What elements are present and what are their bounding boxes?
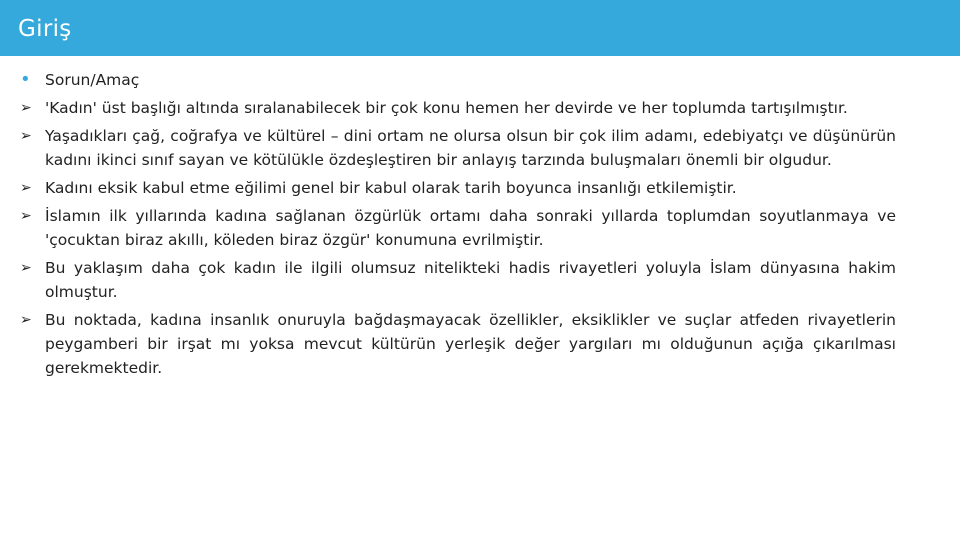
list-item-text: Bu yaklaşım daha çok kadın ile ilgili olumsuz nitelikteki hadis rivayetleri yoluyla İslam dünyasına hakim olmuştur. (45, 259, 896, 301)
list-item-text: Bu noktada, kadına insanlık onuruyla bağdaşmayacak özellikler, eksiklikler ve suçlar atfeden rivayetlerin peygamberi bir irşat mı yoksa mevcut kültürün yerleşik değer yargıları mı olduğunun açığa çıkarılması gerekmektedir. (45, 311, 896, 377)
slide-title-bar (0, 0, 960, 56)
list-item-text: Kadını eksik kabul etme eğilimi genel bir kabul olarak tarih boyunca insanlığı etkilemiştir. (45, 179, 737, 197)
list-item-text: Sorun/Amaç (45, 71, 140, 89)
bullet-list (20, 68, 896, 380)
list-item (20, 204, 896, 252)
arrow-bullet-icon: ➢ (20, 128, 32, 144)
list-item-text: İslamın ilk yıllarında kadına sağlanan özgürlük ortamı daha sonraki yıllarda toplumdan soyutlanmaya ve 'çocuktan biraz akıllı, köleden biraz özgür' konumuna evrilmiştir. (45, 207, 896, 249)
arrow-bullet-icon: ➢ (20, 180, 32, 196)
arrow-bullet-icon: ➢ (20, 208, 32, 224)
arrow-bullet-icon: ➢ (20, 100, 32, 116)
list-item-text: Yaşadıkları çağ, coğrafya ve kültürel – dini ortam ne olursa olsun bir çok ilim adamı, edebiyatçı ve düşünürün kadını ikinci sınıf sayan ve kötülükle özdeşleştiren bir anlayış tarzında buluşmaları önemli bir olgudur. (45, 127, 896, 169)
list-item (20, 124, 896, 172)
list-item (20, 96, 896, 120)
arrow-bullet-icon: ➢ (20, 312, 32, 328)
list-item (20, 176, 896, 200)
arrow-bullet-icon: ➢ (20, 260, 32, 276)
slide-content (20, 68, 896, 384)
bullet-dot-icon: • (20, 69, 31, 90)
list-item (20, 68, 896, 92)
list-item-text: 'Kadın' üst başlığı altında sıralanabilecek bir çok konu hemen her devirde ve her toplumda tartışılmıştır. (45, 99, 848, 117)
list-item (20, 256, 896, 304)
list-item (20, 308, 896, 380)
slide-title: Giriş (18, 16, 72, 42)
